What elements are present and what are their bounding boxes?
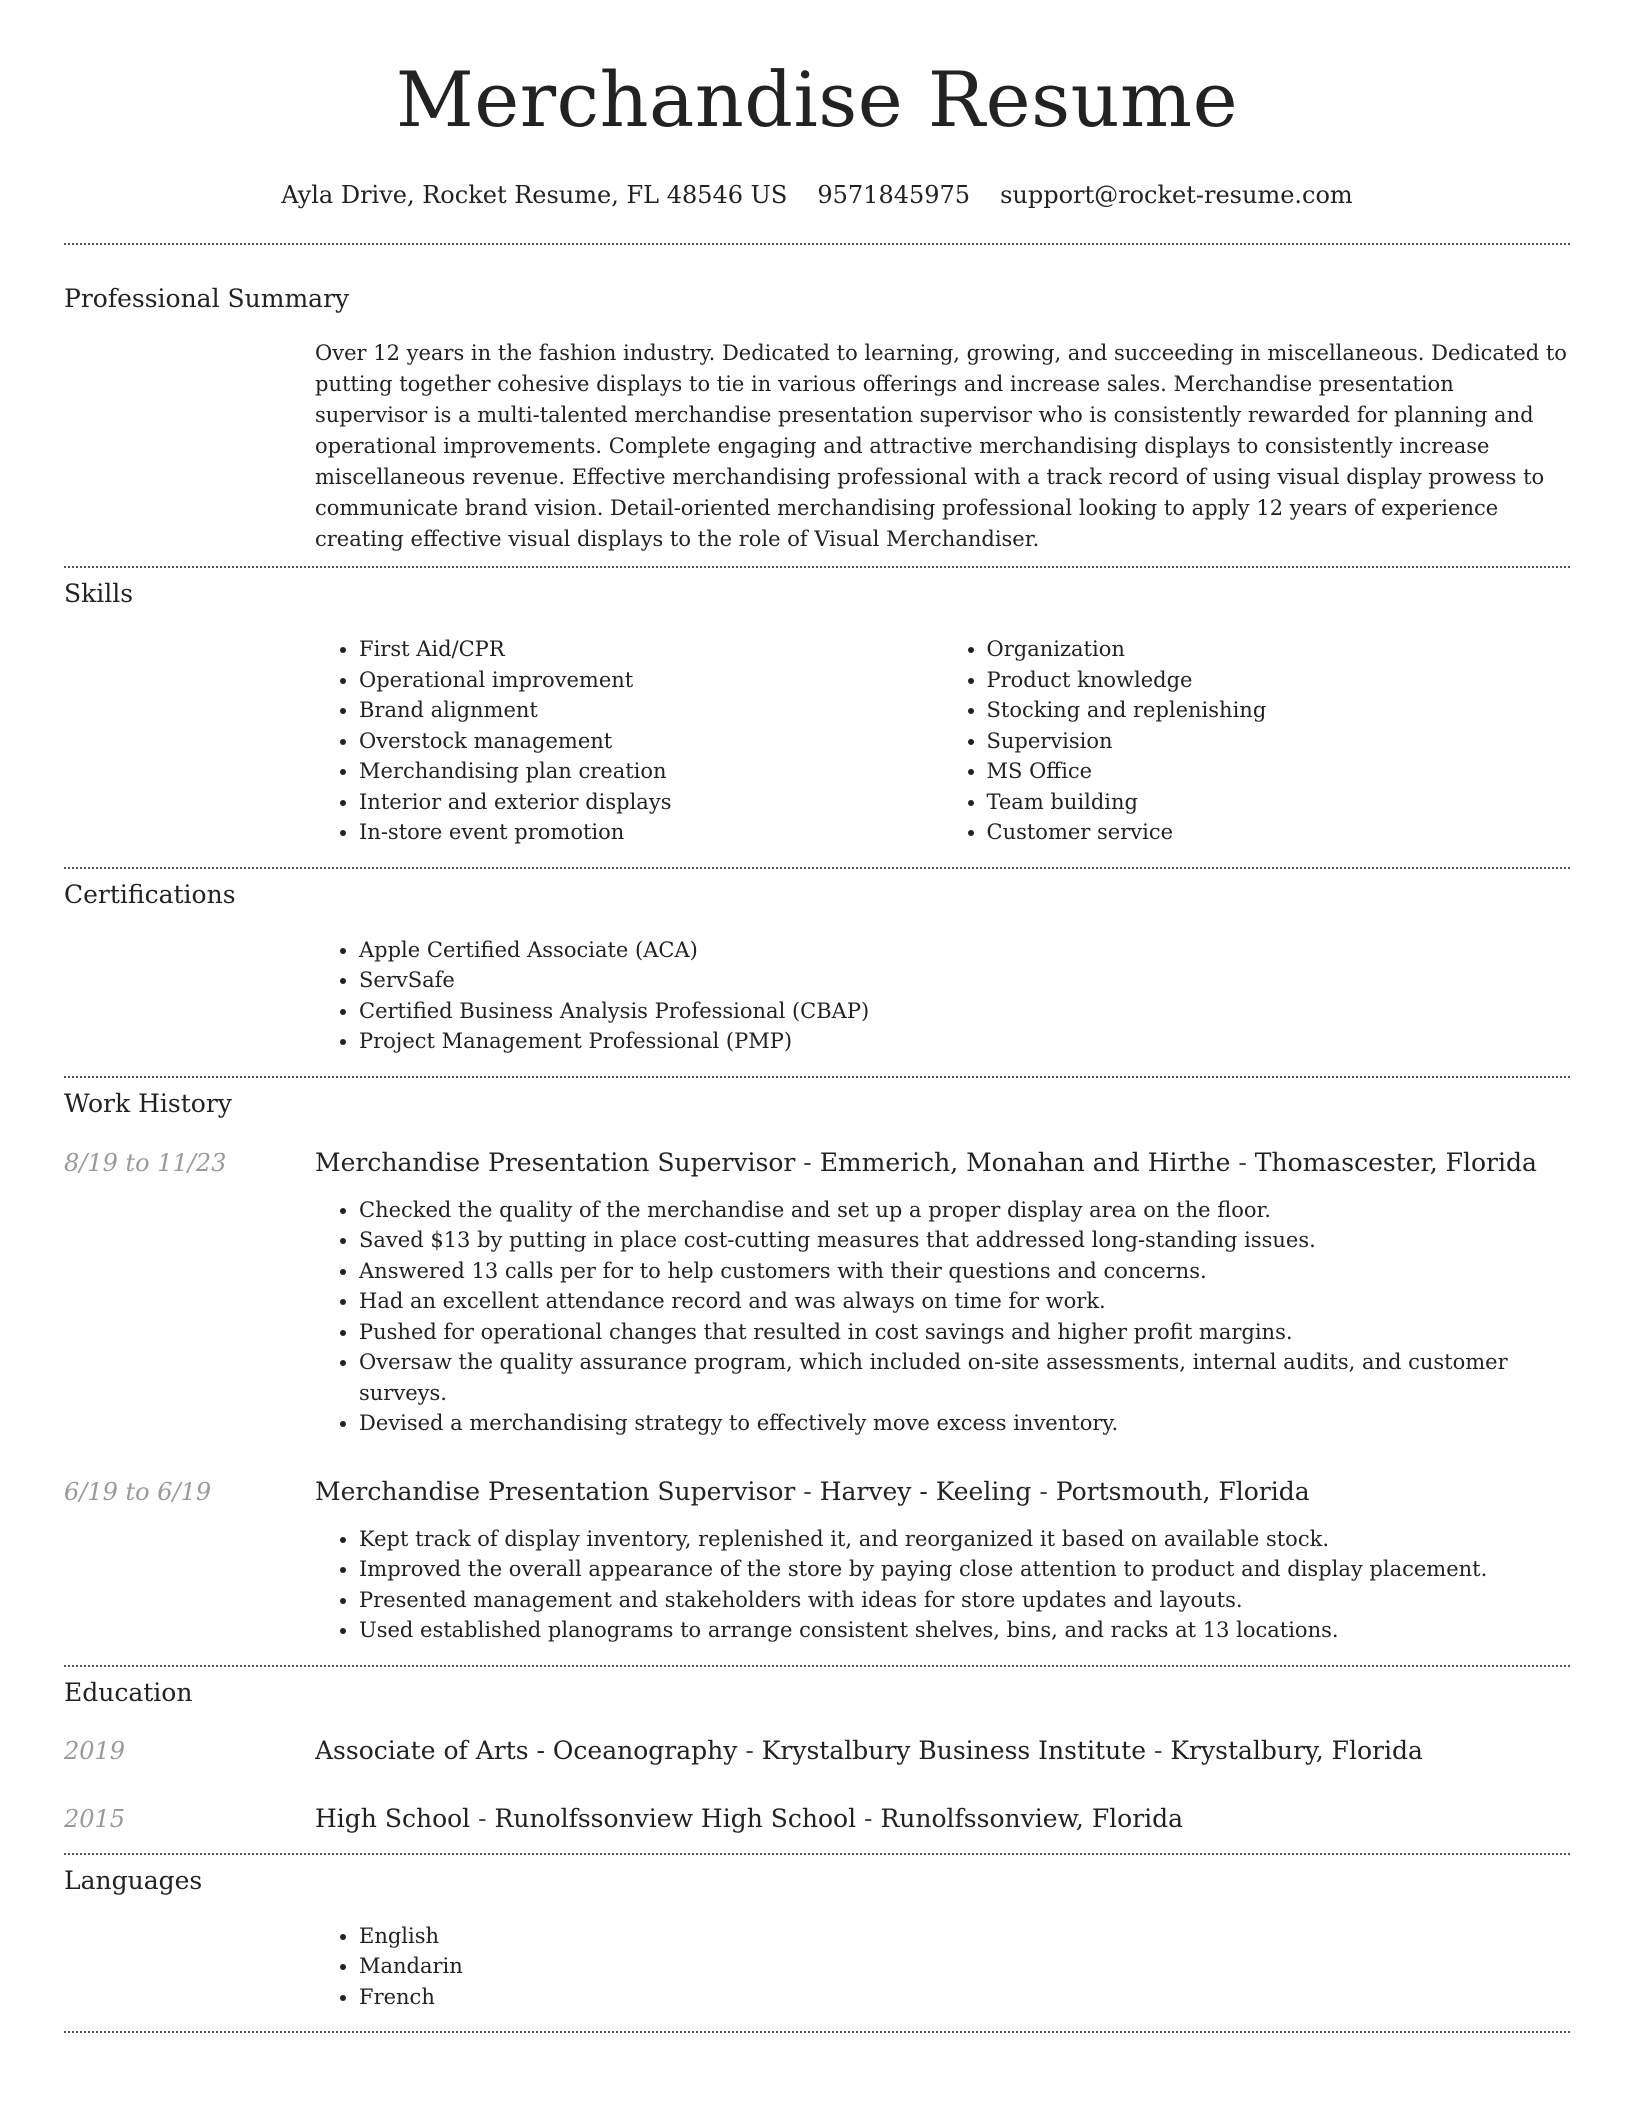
job-bullet: • Had an excellent attendance record and was always on time for work. [359,1286,1570,1317]
skill-item: • Team building [987,787,1571,818]
job-details [315,1195,1570,1439]
education-heading-line: Associate of Arts - Oceanography - Krystalbury Business Institute - Krystalbury, Florida [315,1735,1423,1765]
certifications-section [64,869,1570,1057]
job-date: 6/19 to 6/19 [64,1477,212,1506]
skills-list-left [315,634,943,848]
contact-email: support@rocket-resume.com [1000,181,1353,209]
education-degree: Associate of Arts - Oceanography [315,1735,738,1765]
job-company: Emmerich, Monahan and Hirthe [819,1147,1231,1177]
education-degree: High School [315,1803,471,1833]
certification-item: • Apple Certified Associate (ACA) [359,935,1570,966]
languages-list [315,1921,1570,2013]
education-entry [64,1803,1570,1835]
summary-heading: Professional Summary [64,284,350,313]
languages-heading: Languages [64,1865,203,1895]
summary-content [315,338,1570,555]
job-location: Portsmouth, Florida [1055,1476,1310,1506]
skill-item: • Customer service [987,817,1571,848]
education-location: Krystalbury, Florida [1170,1735,1423,1765]
skills-list-right [943,634,1571,848]
job-heading: Merchandise Presentation Supervisor - Harvey - Keeling - Portsmouth, Florida [315,1476,1310,1506]
skill-item: • Product knowledge [987,665,1571,696]
resume-title: Merchandise Resume [395,55,1239,144]
job-bullet: • Kept track of display inventory, replenished it, and reorganized it based on available stock. [359,1524,1570,1555]
education-date: 2015 [64,1804,126,1833]
education-school: Runolfssonview High School [494,1803,857,1833]
skill-item: • Merchandising plan creation [359,756,943,787]
job-bullet: • Checked the quality of the merchandise and set up a proper display area on the floor. [359,1195,1570,1226]
job-bullet: • Improved the overall appearance of the store by paying close attention to product and display placement. [359,1554,1570,1585]
skill-item: • MS Office [987,756,1571,787]
language-item: • English [359,1921,1570,1952]
contact-address: Ayla Drive, Rocket Resume, FL 48546 US [281,181,788,209]
job-bullet: • Pushed for operational changes that resulted in cost savings and higher profit margins. [359,1317,1570,1348]
education-section [64,1667,1570,1835]
skill-item: • Brand alignment [359,695,943,726]
resume-page [64,0,1570,2033]
section-divider [64,2031,1570,2033]
skill-item: • Operational improvement [359,665,943,696]
job-bullets [315,1195,1570,1439]
job-bullet: • Oversaw the quality assurance program, which included on-site assessments, internal audits, and customer surveys. [359,1347,1570,1408]
skill-item: • Organization [987,634,1571,665]
work-heading: Work History [64,1088,232,1118]
skills-heading: Skills [64,579,134,608]
contact-phone: 9571845975 [817,181,971,209]
certification-item: • ServSafe [359,965,1570,996]
skills-section [64,568,1570,848]
languages-section [64,1855,1570,2013]
summary-text: Over 12 years in the fashion industry. Dedicated to learning, growing, and succeeding in miscellaneous. Dedicated to putting together cohesive displays to tie in various offerings and increase sales. Merchandise presentation supervisor is a multi-talented merchandise presentation supervisor who is consistently rewarded for planning and operational improvements. Complete engaging and attractive merchandising displays to consistently increase miscellaneous revenue. Effective merchandising professional with a track record of using visual display prowess to communicate brand vision. Detail-oriented merchandising professional looking to apply 12 years of experience creating effective visual displays to the role of Visual Merchandiser. [315,341,1567,551]
certification-item: • Certified Business Analysis Professional (CBAP) [359,996,1570,1027]
job-bullet: • Presented management and stakeholders with ideas for store updates and layouts. [359,1585,1570,1616]
job-bullet: • Saved $13 by putting in place cost-cutting measures that addressed long-standing issues. [359,1225,1570,1256]
job-bullets [315,1524,1570,1646]
job-date: 8/19 to 11/23 [64,1148,227,1177]
job-title: Merchandise Presentation Supervisor [315,1476,796,1506]
job-location: Thomascester, Florida [1254,1147,1537,1177]
job-bullet: • Answered 13 calls per for to help customers with their questions and concerns. [359,1256,1570,1287]
summary-section [64,245,1570,555]
language-item: • Mandarin [359,1951,1570,1982]
certifications-heading: Certifications [64,879,236,909]
skill-item: • First Aid/CPR [359,634,943,665]
education-entry [64,1735,1570,1767]
job-title: Merchandise Presentation Supervisor [315,1147,796,1177]
work-section [64,1078,1570,1646]
job-company: Harvey - Keeling [819,1476,1032,1506]
certification-item: • Project Management Professional (PMP) [359,1026,1570,1057]
education-school: Krystalbury Business Institute [761,1735,1147,1765]
certifications-list [315,935,1570,1057]
education-heading: Education [64,1677,193,1707]
skill-item: • In-store event promotion [359,817,943,848]
education-heading-line: High School - Runolfssonview High School - Runolfssonview, Florida [315,1803,1184,1833]
skill-item: • Stocking and replenishing [987,695,1571,726]
job-heading: Merchandise Presentation Supervisor - Emmerich, Monahan and Hirthe - Thomascester, Florida [315,1147,1537,1177]
job-bullet: • Used established planograms to arrange consistent shelves, bins, and racks at 13 locations. [359,1615,1570,1646]
certifications-content [315,935,1570,1057]
job-entry [64,1147,1570,1439]
skill-item: • Interior and exterior displays [359,787,943,818]
contact-line [64,180,1570,210]
skill-item: • Overstock management [359,726,943,757]
skill-item: • Supervision [987,726,1571,757]
skills-columns [315,634,1570,848]
job-details [315,1524,1570,1646]
education-date: 2019 [64,1736,126,1765]
languages-content [315,1921,1570,2013]
language-item: • French [359,1982,1570,2013]
job-bullet: • Devised a merchandising strategy to effectively move excess inventory. [359,1408,1570,1439]
resume-header [64,0,1570,210]
job-entry [64,1476,1570,1646]
education-location: Runolfssonview, Florida [880,1803,1184,1833]
